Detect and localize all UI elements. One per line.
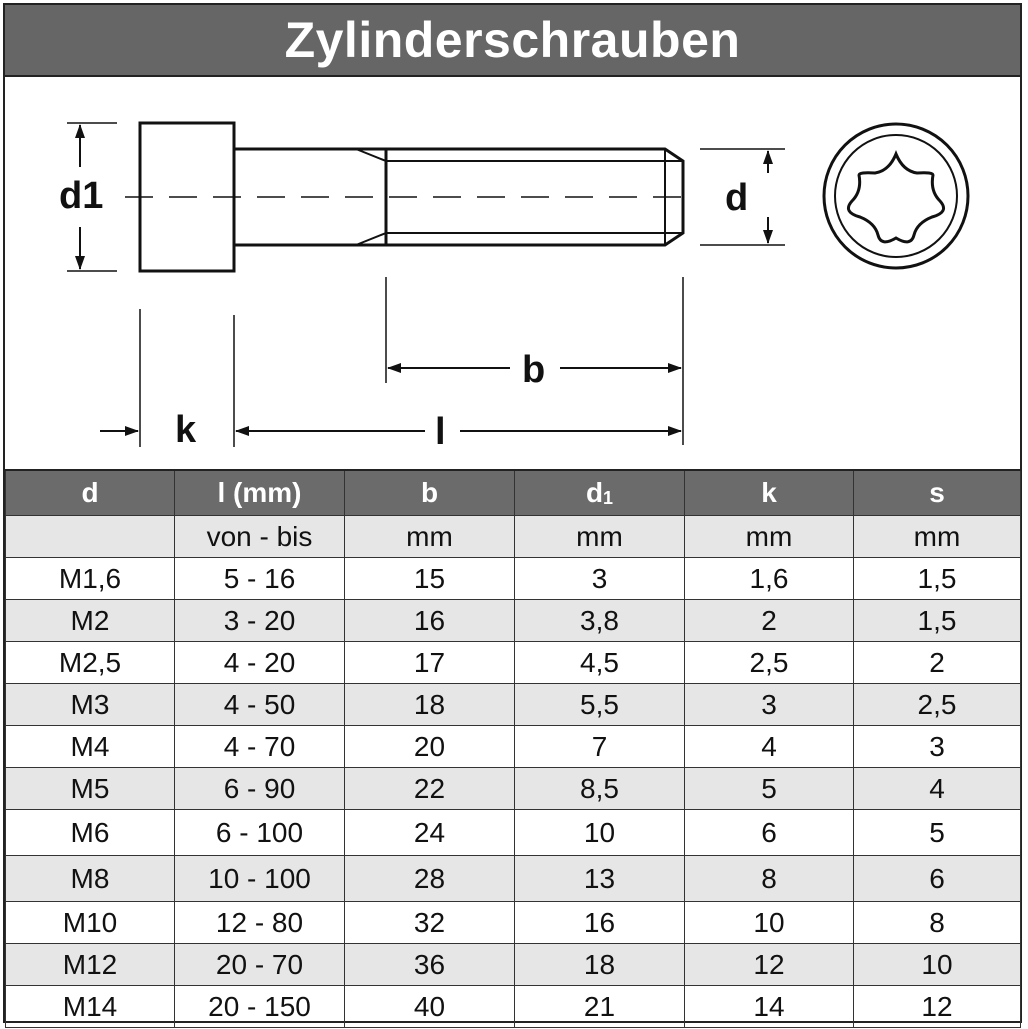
table-cell: 2 (685, 600, 854, 642)
unit-cell: mm (685, 516, 854, 558)
spec-table (5, 469, 1021, 1028)
dim-label-l: l (435, 411, 446, 453)
table-row (6, 856, 1021, 902)
table-cell: 20 - 150 (175, 986, 345, 1028)
dim-label-k: k (175, 409, 197, 451)
table-cell: 3 (854, 726, 1021, 768)
table-row (6, 810, 1021, 856)
table-cell: 2 (854, 642, 1021, 684)
table-cell: 22 (345, 768, 515, 810)
header-d: d (6, 470, 175, 516)
table-cell: M3 (6, 684, 175, 726)
table-cell: M14 (6, 986, 175, 1028)
table-cell: 3 - 20 (175, 600, 345, 642)
table-cell: 13 (515, 856, 685, 902)
dim-label-d: d (725, 177, 749, 219)
datasheet-frame (3, 3, 1022, 1023)
page-title: Zylinderschrauben (284, 12, 741, 68)
table-cell: 6 - 100 (175, 810, 345, 856)
dim-label-b: b (522, 349, 546, 391)
table-cell: 15 (345, 558, 515, 600)
table-cell: 4 (685, 726, 854, 768)
table-cell: 4,5 (515, 642, 685, 684)
table-row (6, 944, 1021, 986)
table-cell: 4 (854, 768, 1021, 810)
table-row (6, 902, 1021, 944)
table-cell: 10 (854, 944, 1021, 986)
table-cell: 17 (345, 642, 515, 684)
table-row (6, 558, 1021, 600)
table-cell: 7 (515, 726, 685, 768)
table-row (6, 642, 1021, 684)
table-row (6, 768, 1021, 810)
table-cell: 32 (345, 902, 515, 944)
table-row (6, 600, 1021, 642)
table-row (6, 986, 1021, 1028)
table-cell: 8 (685, 856, 854, 902)
table-cell: 2,5 (854, 684, 1021, 726)
table-cell: 28 (345, 856, 515, 902)
table-cell: M2 (6, 600, 175, 642)
table-cell: 21 (515, 986, 685, 1028)
table-cell: 6 (854, 856, 1021, 902)
table-cell: 4 - 70 (175, 726, 345, 768)
table-cell: 1,6 (685, 558, 854, 600)
table-cell: 4 - 20 (175, 642, 345, 684)
table-cell: 24 (345, 810, 515, 856)
unit-cell: mm (854, 516, 1021, 558)
table-cell: 40 (345, 986, 515, 1028)
head-outer-circle (824, 124, 968, 268)
table-cell: 5 (854, 810, 1021, 856)
table-cell: 18 (515, 944, 685, 986)
table-cell: M1,6 (6, 558, 175, 600)
table-cell: 6 (685, 810, 854, 856)
table-cell: M10 (6, 902, 175, 944)
unit-cell: von - bis (175, 516, 345, 558)
screw-drawing (5, 77, 1020, 469)
table-cell: M5 (6, 768, 175, 810)
unit-cell: mm (345, 516, 515, 558)
table-cell: M6 (6, 810, 175, 856)
header-b: b (345, 470, 515, 516)
table-header-row (6, 470, 1021, 516)
torx-socket (848, 154, 943, 242)
table-cell: 16 (345, 600, 515, 642)
screw-technical-drawing (5, 77, 1020, 469)
table-cell: 12 (685, 944, 854, 986)
table-cell: M12 (6, 944, 175, 986)
table-cell: 36 (345, 944, 515, 986)
table-cell: 1,5 (854, 558, 1021, 600)
table-cell: 14 (685, 986, 854, 1028)
dim-label-d1: d1 (59, 175, 104, 217)
table-cell: M8 (6, 856, 175, 902)
table-cell: M4 (6, 726, 175, 768)
table-cell: 4 - 50 (175, 684, 345, 726)
header-l: l (mm) (175, 470, 345, 516)
table-cell: 12 (854, 986, 1021, 1028)
table-cell: 2,5 (685, 642, 854, 684)
table-cell: 6 - 90 (175, 768, 345, 810)
table-cell: M2,5 (6, 642, 175, 684)
table-cell: 3 (515, 558, 685, 600)
table-cell: 16 (515, 902, 685, 944)
table-cell: 20 - 70 (175, 944, 345, 986)
table-row (6, 726, 1021, 768)
table-cell: 3 (685, 684, 854, 726)
table-cell: 5,5 (515, 684, 685, 726)
title-bar (5, 5, 1020, 77)
unit-cell: mm (515, 516, 685, 558)
table-cell: 10 (685, 902, 854, 944)
table-cell: 12 - 80 (175, 902, 345, 944)
units-row (6, 516, 1021, 558)
header-s: s (854, 470, 1021, 516)
table-cell: 1,5 (854, 600, 1021, 642)
table-cell: 20 (345, 726, 515, 768)
table-cell: 8 (854, 902, 1021, 944)
table-cell: 18 (345, 684, 515, 726)
table-cell: 5 - 16 (175, 558, 345, 600)
header-k: k (685, 470, 854, 516)
table-cell: 3,8 (515, 600, 685, 642)
header-d1: d1 (515, 470, 685, 516)
unit-cell (6, 516, 175, 558)
table-cell: 10 (515, 810, 685, 856)
table-cell: 8,5 (515, 768, 685, 810)
table-cell: 10 - 100 (175, 856, 345, 902)
table-row (6, 684, 1021, 726)
table-cell: 5 (685, 768, 854, 810)
